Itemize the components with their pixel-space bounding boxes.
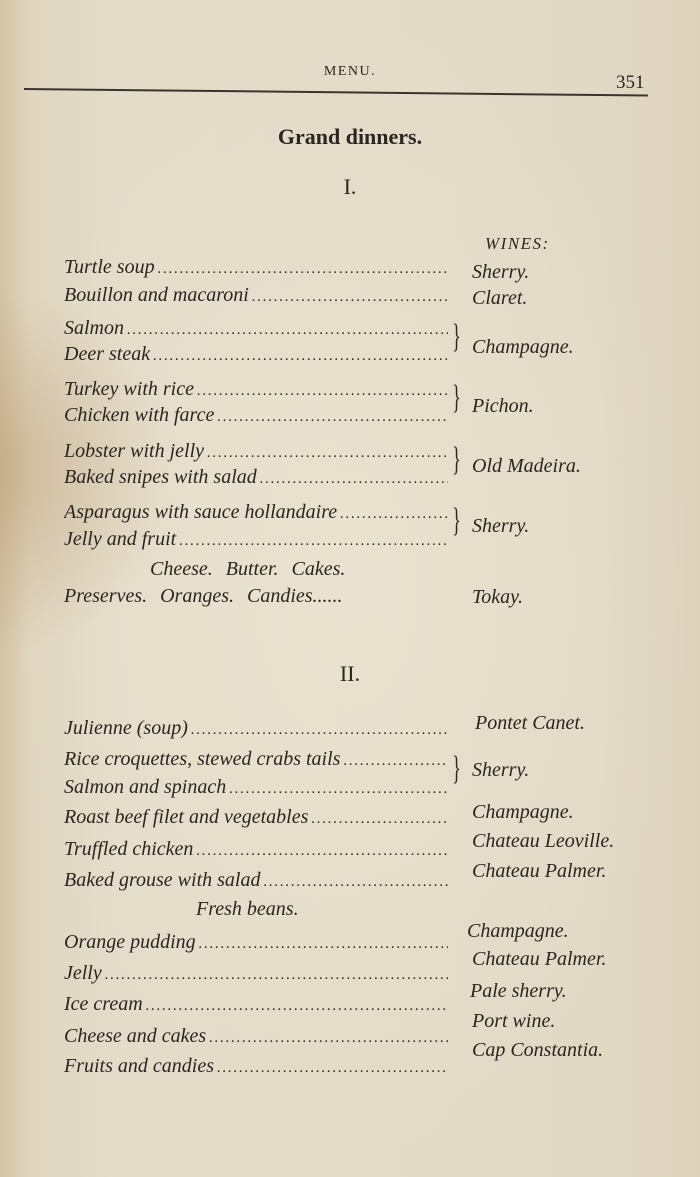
preserves-line: Preserves. Oranges. Candies...... [64, 585, 343, 607]
dish-line: Turtle soup . . . [64, 255, 448, 279]
wine-label: Tokay. [472, 586, 523, 608]
dish-line: Chicken with farce . . . [64, 403, 448, 427]
cheese-butter-cakes: Cheese. Butter. Cakes. [150, 558, 346, 580]
running-title: MENU. [323, 64, 377, 79]
wine-label: Claret. [472, 287, 528, 309]
dish-line: Jelly and fruit . . . [64, 527, 448, 551]
dish-line: Baked grouse with salad . . . [64, 868, 448, 892]
dish-line: Cheese and cakes . . . [64, 1024, 448, 1048]
dish-line: Deer steak . . . [64, 342, 448, 366]
wine-label: Champagne. [472, 336, 574, 358]
dish-line: Turkey with rice . . . [64, 377, 448, 401]
dish-line: Fruits and candies . . . [64, 1054, 448, 1078]
grouping-brace: } [452, 502, 461, 539]
grouping-brace: } [452, 318, 461, 355]
dish-line: Baked snipes with salad . . . [64, 465, 448, 489]
wine-label: Port wine. [472, 1010, 556, 1032]
wine-label: Old Madeira. [472, 455, 581, 477]
header-rule [24, 88, 648, 97]
wine-label: Chateau Palmer. [472, 860, 607, 882]
wine-label: Champagne. [467, 920, 569, 942]
grouping-brace: } [452, 441, 461, 478]
dish-line: Truffled chicken . . . [64, 837, 448, 861]
dish-line: Jelly . . . [64, 961, 448, 985]
wine-label: Sherry. [472, 515, 530, 537]
grouping-brace: } [452, 750, 461, 787]
wine-label: Sherry. [472, 759, 530, 781]
section-numeral-2: II. [339, 661, 361, 686]
wine-label: Chateau Palmer. [472, 948, 607, 970]
wine-label: Cap Constantia. [472, 1039, 604, 1061]
wines-heading: WINES: [485, 234, 550, 253]
fresh-beans: Fresh beans. [196, 898, 299, 920]
wine-label: Pale sherry. [470, 980, 567, 1002]
dish-line: Roast beef filet and vegetables . . . [64, 805, 448, 829]
grouping-brace: } [452, 379, 461, 416]
dish-line: Ice cream . . . [64, 992, 448, 1016]
dish-line: Salmon . . . [64, 316, 448, 340]
dish-line: Asparagus with sauce hollandaire . . . [64, 500, 448, 524]
wine-label: Pichon. [472, 395, 534, 417]
dish-line: Orange pudding . . . [64, 930, 448, 954]
page-number: 351 [616, 72, 645, 93]
dish-line: Lobster with jelly . . . [64, 439, 448, 463]
page-title: Grand dinners. [277, 124, 423, 149]
dish-line: Bouillon and macaroni . . . [64, 283, 448, 307]
wine-label: Champagne. [472, 801, 574, 823]
wine-label: Pontet Canet. [475, 712, 585, 734]
wine-label: Sherry. [472, 261, 530, 283]
dish-line: Rice croquettes, stewed crabs tails . . . [64, 747, 448, 771]
wine-label: Chateau Leoville. [472, 830, 615, 852]
section-numeral-1: I. [343, 174, 357, 199]
dish-line: Julienne (soup) . . . [64, 716, 448, 740]
dish-line: Salmon and spinach . . . [64, 775, 448, 799]
